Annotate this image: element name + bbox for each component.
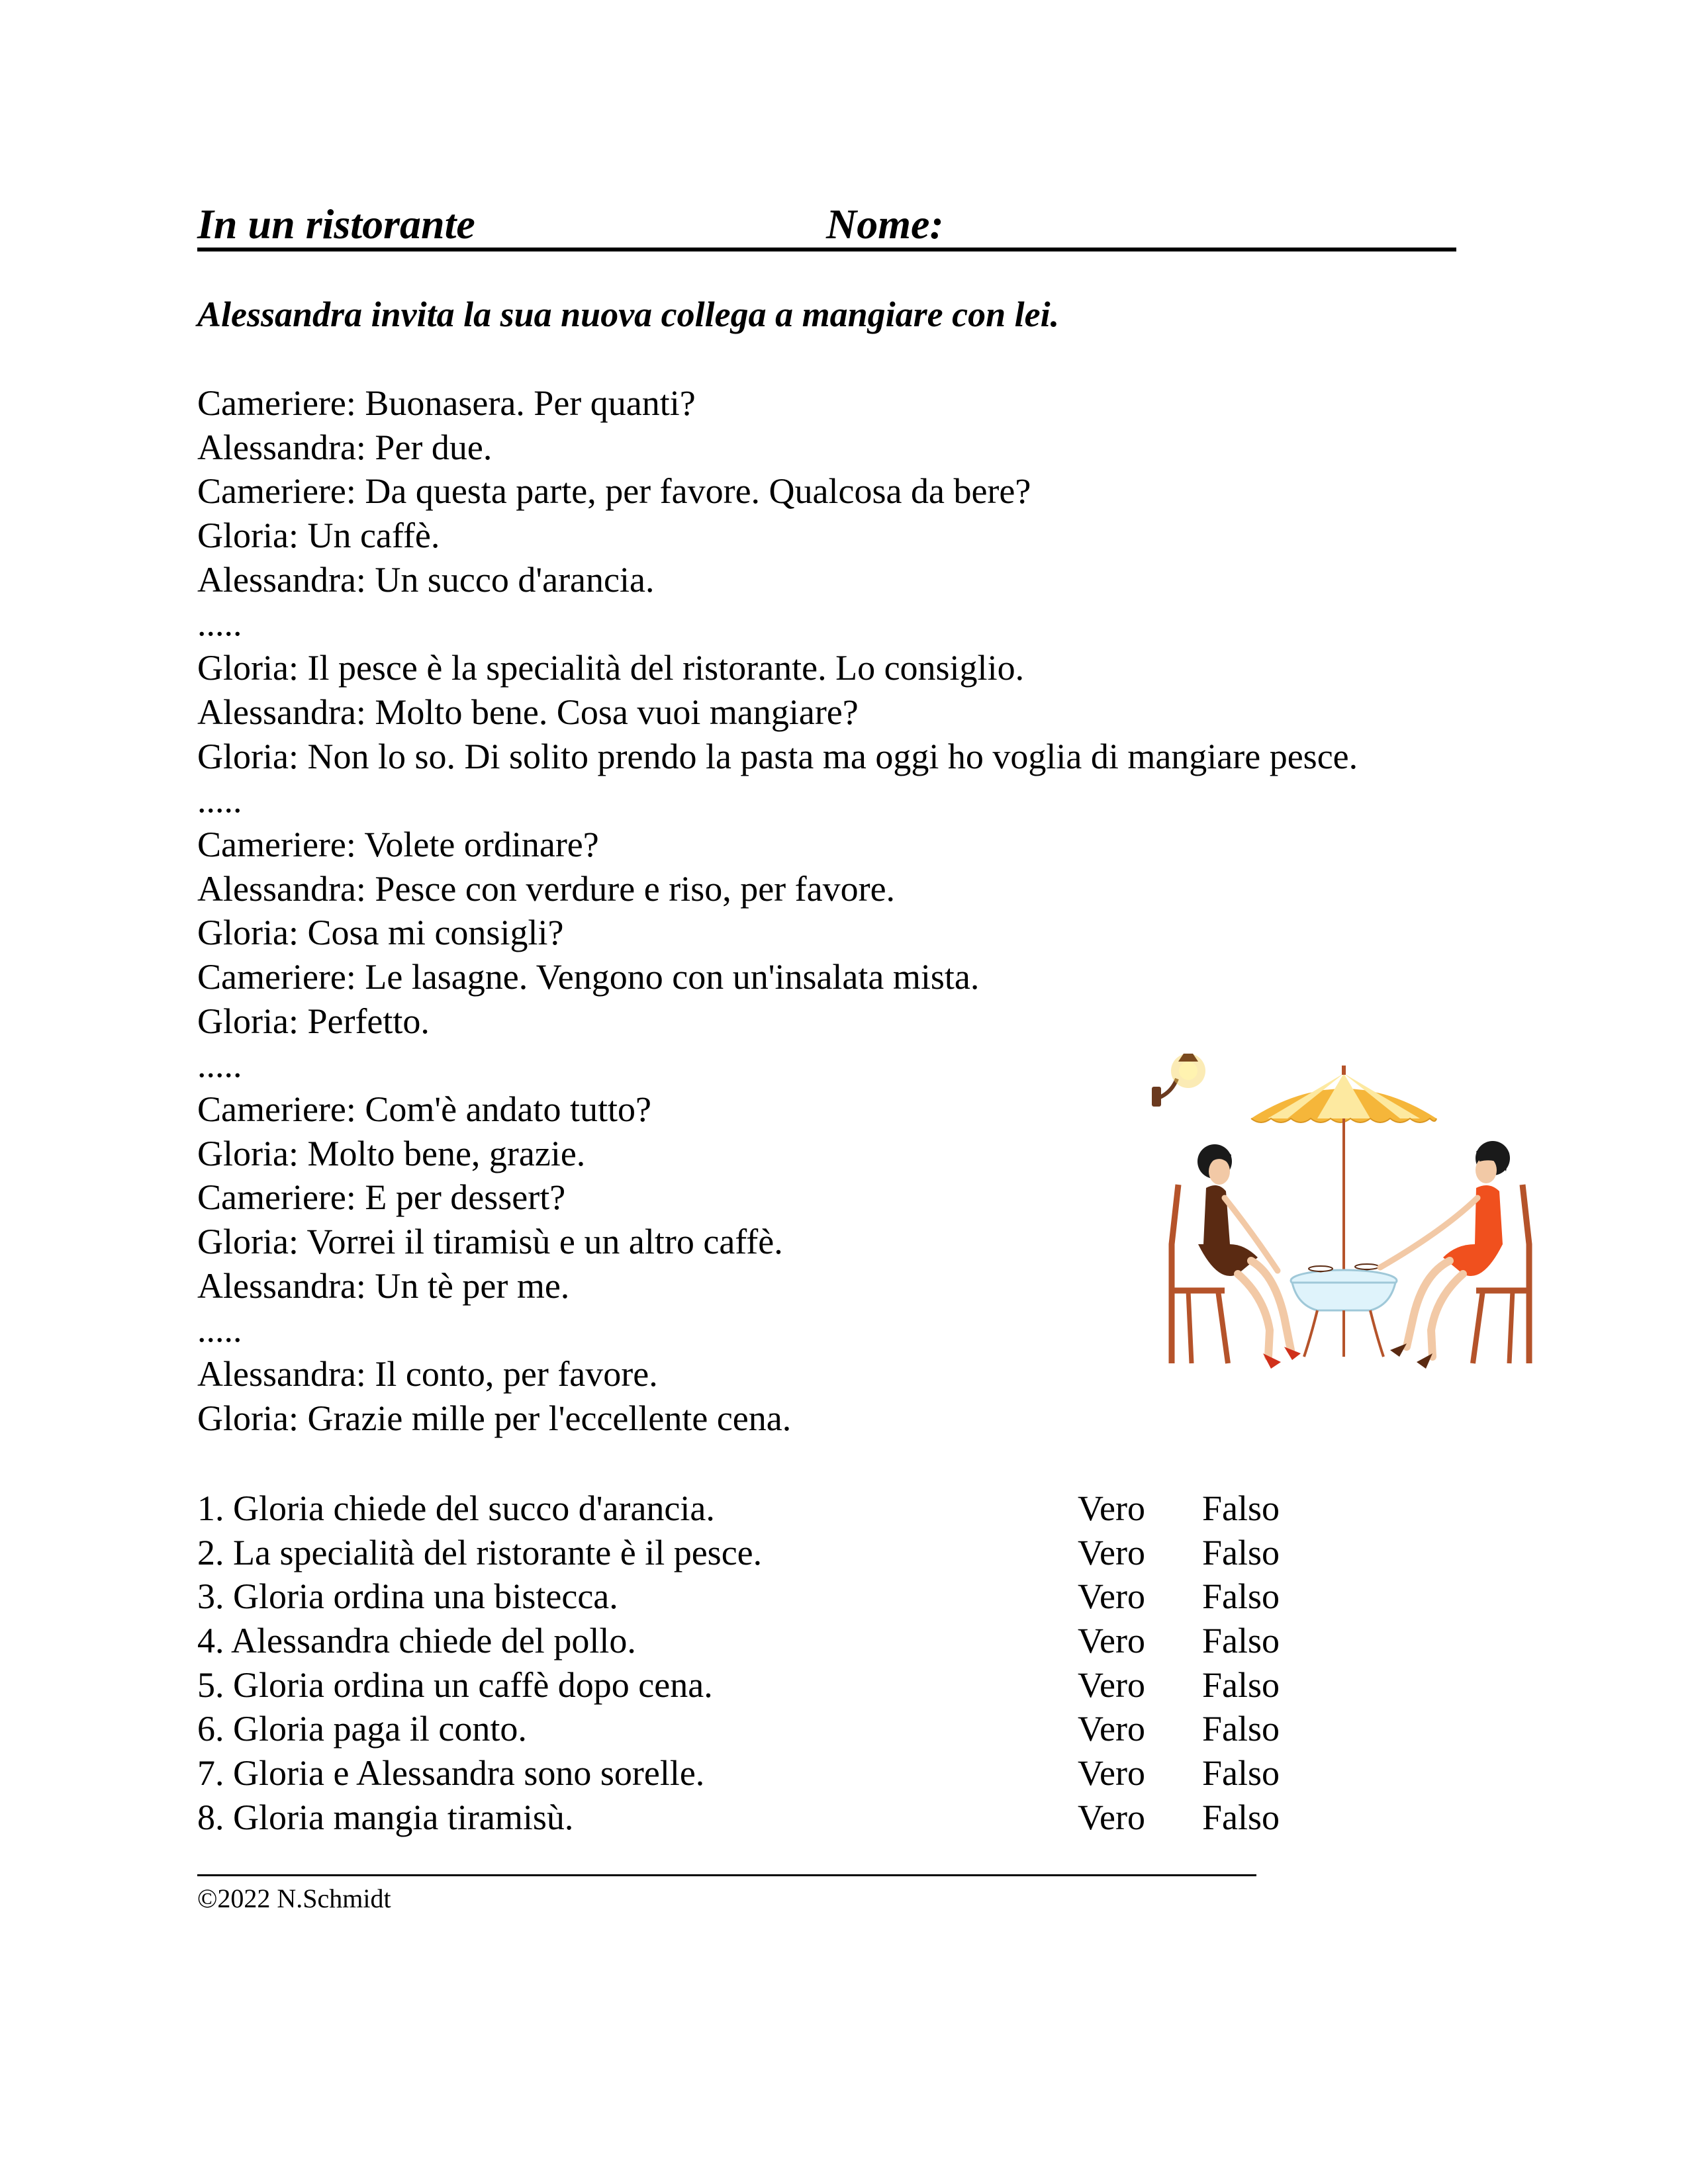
dialogue-line: Cameriere: Da questa parte, per favore. Qualcosa da bere? — [197, 471, 1031, 512]
question-row — [197, 1486, 1323, 1531]
falso-option[interactable]: Falso — [1202, 1709, 1280, 1749]
question-text: 1. Gloria chiede del succo d'arancia. — [197, 1488, 715, 1528]
dialogue-line: Gloria: Cosa mi consigli? — [197, 913, 564, 953]
vero-option[interactable]: Vero — [1078, 1709, 1145, 1749]
dialogue-line: Cameriere: Volete ordinare? — [197, 824, 599, 864]
copyright: ©2022 N.Schmidt — [197, 1884, 391, 1913]
dialogue-line: Cameriere: E per dessert? — [197, 1177, 566, 1218]
right-woman-icon — [1380, 1141, 1529, 1369]
true-false-questions — [197, 1486, 1323, 1840]
name-field-label: Nome: — [826, 201, 944, 248]
question-text: 8. Gloria mangia tiramisù. — [197, 1797, 574, 1837]
dialogue-line: Gloria: Un caffè. — [197, 516, 440, 556]
worksheet-title: In un ristorante — [197, 201, 475, 248]
title-row — [197, 197, 1456, 251]
question-row — [197, 1531, 1323, 1575]
question-text: 5. Gloria ordina un caffè dopo cena. — [197, 1664, 713, 1705]
dialogue-line: Gloria: Il pesce è la specialità del ristorante. Lo consiglio. — [197, 648, 1025, 688]
dialogue-line: Alessandra: Un succo d'arancia. — [197, 559, 655, 600]
dialogue-line: Cameriere: Le lasagne. Vengono con un'insalata mista. — [197, 956, 980, 997]
question-row — [197, 1574, 1323, 1619]
wall-lamp-icon — [1152, 1054, 1205, 1107]
falso-option[interactable]: Falso — [1202, 1576, 1280, 1617]
question-text: 6. Gloria paga il conto. — [197, 1709, 527, 1749]
dialogue-line: Gloria: Non lo so. Di solito prendo la pasta ma oggi ho voglia di mangiare pesce. — [197, 736, 1358, 776]
vero-option[interactable]: Vero — [1078, 1753, 1145, 1794]
cafe-table-illustration — [1152, 1046, 1549, 1390]
falso-option[interactable]: Falso — [1202, 1797, 1280, 1837]
dialogue-line: Alessandra: Il conto, per favore. — [197, 1354, 658, 1394]
vero-option[interactable]: Vero — [1078, 1621, 1145, 1661]
question-text: 3. Gloria ordina una bistecca. — [197, 1576, 618, 1617]
dialogue-separator: ..... — [197, 604, 242, 644]
dialogue-line: Gloria: Vorrei il tiramisù e un altro caffè. — [197, 1222, 783, 1262]
dialogue-line: Alessandra: Molto bene. Cosa vuoi mangiare? — [197, 692, 859, 732]
falso-option[interactable]: Falso — [1202, 1664, 1280, 1705]
question-row — [197, 1663, 1323, 1707]
falso-option[interactable]: Falso — [1202, 1532, 1280, 1572]
subtitle: Alessandra invita la sua nuova collega a mangiare con lei. — [197, 295, 1060, 334]
dialogue-line: Gloria: Perfetto. — [197, 1001, 430, 1041]
dialogue-line: Gloria: Molto bene, grazie. — [197, 1133, 586, 1173]
dialogue-line: Gloria: Grazie mille per l'eccellente cena. — [197, 1398, 792, 1438]
dialogue-line: Cameriere: Buonasera. Per quanti? — [197, 383, 696, 423]
question-text: 2. La specialità del ristorante è il pesce. — [197, 1532, 763, 1572]
vero-option[interactable]: Vero — [1078, 1488, 1145, 1528]
vero-option[interactable]: Vero — [1078, 1797, 1145, 1837]
dialogue-line: Alessandra: Pesce con verdure e riso, per favore. — [197, 868, 896, 909]
vero-option[interactable]: Vero — [1078, 1576, 1145, 1617]
question-text: 7. Gloria e Alessandra sono sorelle. — [197, 1753, 705, 1794]
question-text: 4. Alessandra chiede del pollo. — [197, 1621, 636, 1661]
dialogue-line: Cameriere: Com'è andato tutto? — [197, 1089, 651, 1129]
question-row — [197, 1796, 1323, 1840]
vero-option[interactable]: Vero — [1078, 1664, 1145, 1705]
dialogue-separator: ..... — [197, 1045, 242, 1085]
vero-option[interactable]: Vero — [1078, 1532, 1145, 1572]
left-woman-icon — [1172, 1144, 1301, 1369]
dialogue-line: Alessandra: Per due. — [197, 427, 492, 467]
dialogue-line: Alessandra: Un tè per me. — [197, 1265, 570, 1306]
falso-option[interactable]: Falso — [1202, 1621, 1280, 1661]
footer-divider — [197, 1874, 1256, 1876]
question-row — [197, 1619, 1323, 1663]
question-row — [197, 1707, 1323, 1751]
falso-option[interactable]: Falso — [1202, 1488, 1280, 1528]
table-icon — [1291, 1264, 1397, 1357]
question-row — [197, 1751, 1323, 1796]
umbrella-icon — [1251, 1066, 1436, 1277]
falso-option[interactable]: Falso — [1202, 1753, 1280, 1794]
dialogue-separator: ..... — [197, 780, 242, 821]
dialogue-separator: ..... — [197, 1310, 242, 1350]
